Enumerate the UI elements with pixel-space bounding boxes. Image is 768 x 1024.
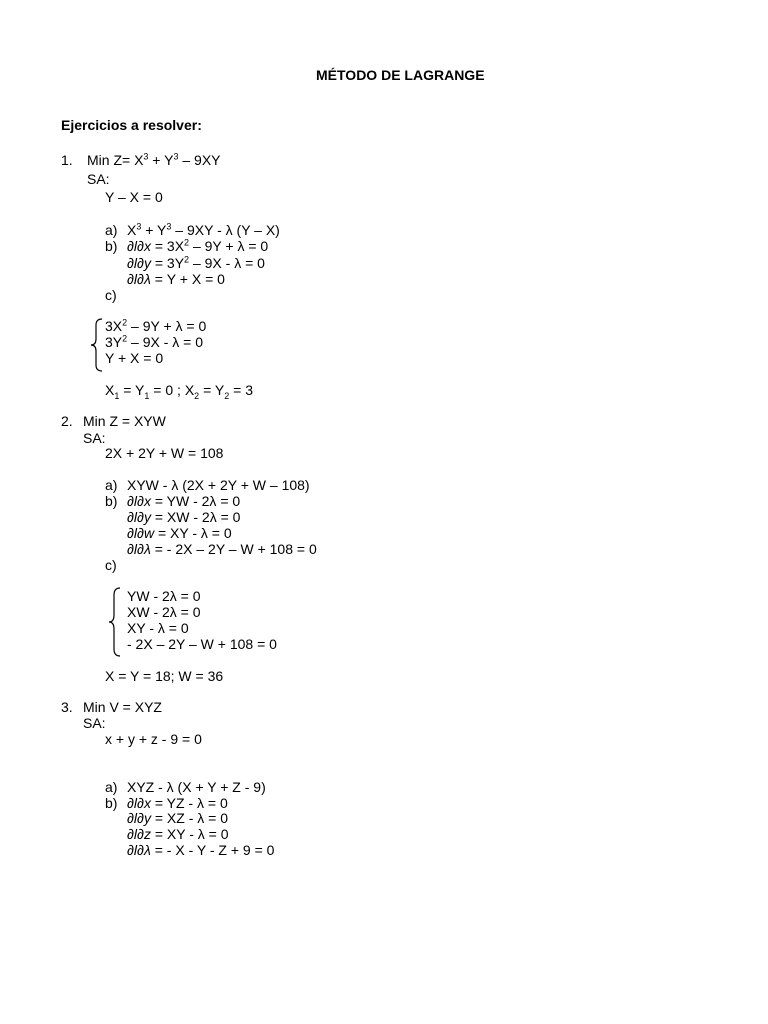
exercise-2-objective: Min Z = XYW [83, 413, 166, 429]
exercise-3-objective: Min V = XYZ [83, 699, 162, 715]
exercise-2-constraint: 2X + 2Y + W = 108 [105, 445, 224, 461]
exercise-3-constraint: x + y + z - 9 = 0 [105, 731, 202, 747]
exercise-1-deriv-x: $\partial l\partial x = 3X^2 - 9Y + \lambda = 0$ [127, 237, 269, 254]
exercise-3-a-label: a) [105, 779, 118, 795]
exercise-2-sa: SA: [83, 430, 106, 446]
exercise-2-b-label: b) [105, 493, 118, 509]
exercise-3-deriv-z: ∂l∂z = XY - λ = 0 [127, 826, 229, 842]
exercise-3-deriv-lambda: ∂l∂λ = - X - Y - Z + 9 = 0 [127, 842, 275, 858]
exercise-1-b-label: b) [105, 238, 118, 254]
exercise-1-objective: Min $Z= X^3 + Y^3 - 9XY$ [87, 151, 221, 168]
exercise-1-constraint: Y – X = 0 [105, 189, 163, 205]
exercise-1-solution: $X_1 = Y_1 = 0$ ; $X_2 = Y_2 = 3$ [105, 382, 253, 401]
exercise-3-lagrangian: XYZ - λ (X + Y + Z - 9) [127, 779, 266, 795]
exercise-1-number: 1. [61, 152, 73, 168]
exercise-2-deriv-x: ∂l∂x = YW - 2λ = 0 [127, 493, 241, 509]
exercise-1-c-label: c) [105, 287, 117, 303]
exercise-1-a-label: a) [105, 222, 118, 238]
section-heading: Ejercicios a resolver: [61, 117, 202, 133]
exercise-2-system-eq1: YW - 2λ = 0 [127, 588, 201, 604]
exercise-2-deriv-lambda: ∂l∂λ = - 2X – 2Y – W + 108 = 0 [127, 541, 317, 557]
exercise-1-deriv-lambda: ∂l∂λ = Y + X = 0 [127, 271, 225, 287]
exercise-2-deriv-w: ∂l∂w = XY - λ = 0 [127, 525, 232, 541]
exercise-2-number: 2. [61, 413, 73, 429]
exercise-2-system-eq3: XY - λ = 0 [127, 620, 189, 636]
exercise-3-b-label: b) [105, 795, 118, 811]
exercise-2-lagrangian: XYW - λ (2X + 2Y + W – 108) [127, 477, 310, 493]
exercise-2-a-label: a) [105, 477, 118, 493]
exercise-3-sa: SA: [83, 715, 106, 731]
exercise-1-deriv-y: $\partial l\partial y = 3Y^2 - 9X - \lambda = 0$ [127, 254, 265, 271]
page-title: MÉTODO DE LAGRANGE [316, 67, 485, 83]
exercise-1-system-eq1: $3X^2 - 9Y + \lambda = 0$ [105, 317, 207, 334]
left-brace-icon [108, 587, 122, 657]
left-brace-icon [90, 318, 104, 372]
exercise-1-system-eq2: $3Y^2 - 9X - \lambda = 0$ [105, 333, 204, 350]
exercise-2-system-eq4: - 2X – 2Y – W + 108 = 0 [127, 636, 277, 652]
exercise-2-deriv-y: ∂l∂y = XW - 2λ = 0 [127, 509, 241, 525]
exercise-1-sa: SA: [87, 171, 110, 187]
exercise-2-system-eq2: XW - 2λ = 0 [127, 604, 201, 620]
exercise-1-system-eq3: Y + X = 0 [105, 350, 164, 366]
exercise-3-deriv-x: ∂l∂x = YZ - λ = 0 [127, 795, 228, 811]
exercise-2-c-label: c) [105, 557, 117, 573]
exercise-1-lagrangian: $X^3 + Y^3 - 9XY - \lambda$ (Y – X) [127, 221, 280, 238]
exercise-3-deriv-y: ∂l∂y = XZ - λ = 0 [127, 810, 228, 826]
exercise-3-number: 3. [61, 699, 73, 715]
exercise-2-solution: X = Y = 18; W = 36 [105, 668, 224, 684]
